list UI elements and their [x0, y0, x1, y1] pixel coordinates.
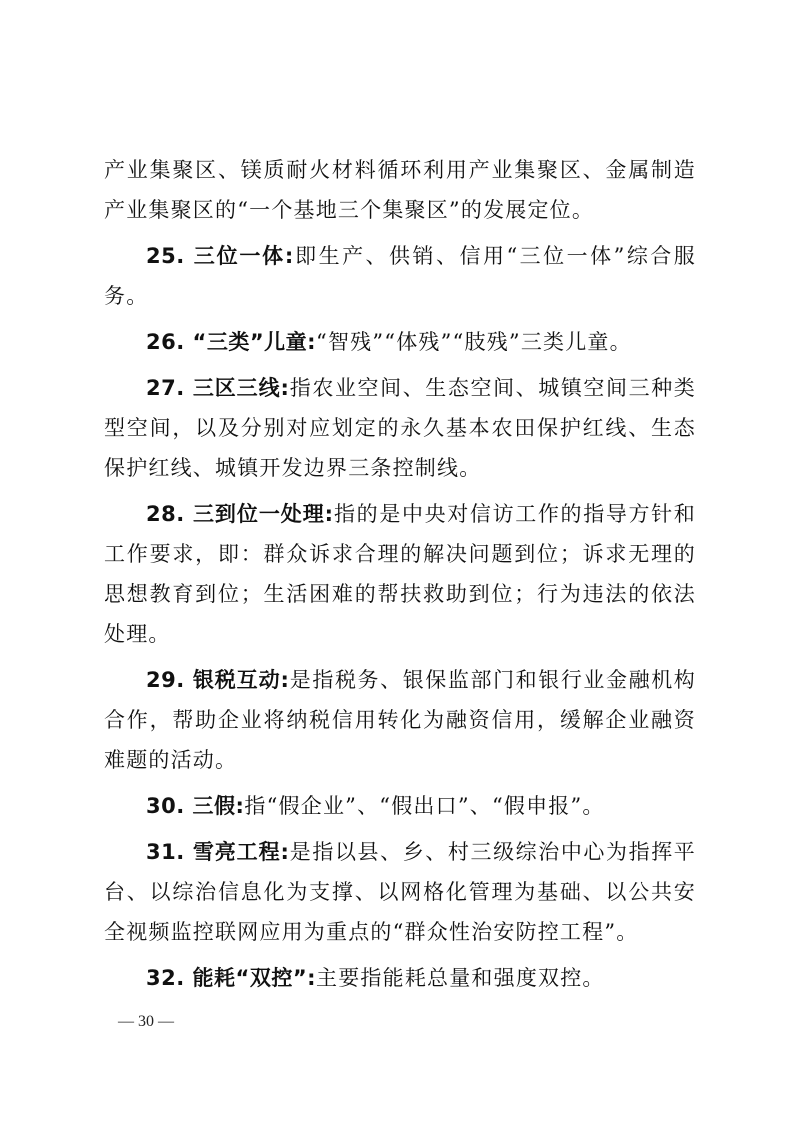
term-label: 28. 三到位一处理:: [146, 502, 334, 526]
entry-32: [104, 958, 696, 998]
term-label: 26. “三类”儿童:: [146, 330, 317, 354]
entry-25: [104, 236, 696, 316]
page-number: — 30 —: [118, 1013, 174, 1030]
term-label: 30. 三假:: [146, 794, 245, 818]
term-label: 32. 能耗“双控”:: [146, 966, 317, 990]
document-body: [104, 150, 696, 1004]
entry-29: [104, 660, 696, 780]
entry-27: [104, 368, 696, 488]
term-definition: 指农业空间、生态空间、城镇空间三种类型空间，以及分别对应划定的永久基本农田保护红线、生态保护红线、城镇开发边界三条控制线。: [104, 376, 696, 480]
intro-paragraph: 产业集聚区、镁质耐火材料循环利用产业集聚区、金属制造产业集聚区的“一个基地三个集聚区”的发展定位。: [104, 158, 696, 222]
term-definition: 是指税务、银保监部门和银行业金融机构合作，帮助企业将纳税信用转化为融资信用，缓解企业融资难题的活动。: [104, 668, 696, 772]
entry-26: [104, 322, 696, 362]
entry-28: [104, 494, 696, 654]
term-definition: 即生产、供销、信用“三位一体”综合服务。: [104, 244, 696, 308]
term-definition: 指“假企业”、“假出口”、“假申报”。: [244, 794, 605, 818]
term-label: 25. 三位一体:: [146, 244, 294, 268]
term-definition: 是指以县、乡、村三级综治中心为指挥平台、以综治信息化为支撑、以网格化管理为基础、以公共安全视频监控联网应用为重点的“群众性治安防控工程”。: [104, 840, 696, 944]
term-definition: 主要指能耗总量和强度双控。: [316, 966, 605, 990]
term-definition: “智残”“体残”“肢残”三类儿童。: [316, 330, 632, 354]
term-label: 27. 三区三线:: [146, 376, 290, 400]
term-label: 29. 银税互动:: [146, 668, 290, 692]
entry-30: [104, 786, 696, 826]
entry-31: [104, 832, 696, 952]
term-definition: 指的是中央对信访工作的指导方针和工作要求，即：群众诉求合理的解决问题到位；诉求无理的思想教育到位；生活困难的帮扶救助到位；行为违法的依法处理。: [104, 502, 696, 646]
term-label: 31. 雪亮工程:: [146, 840, 290, 864]
